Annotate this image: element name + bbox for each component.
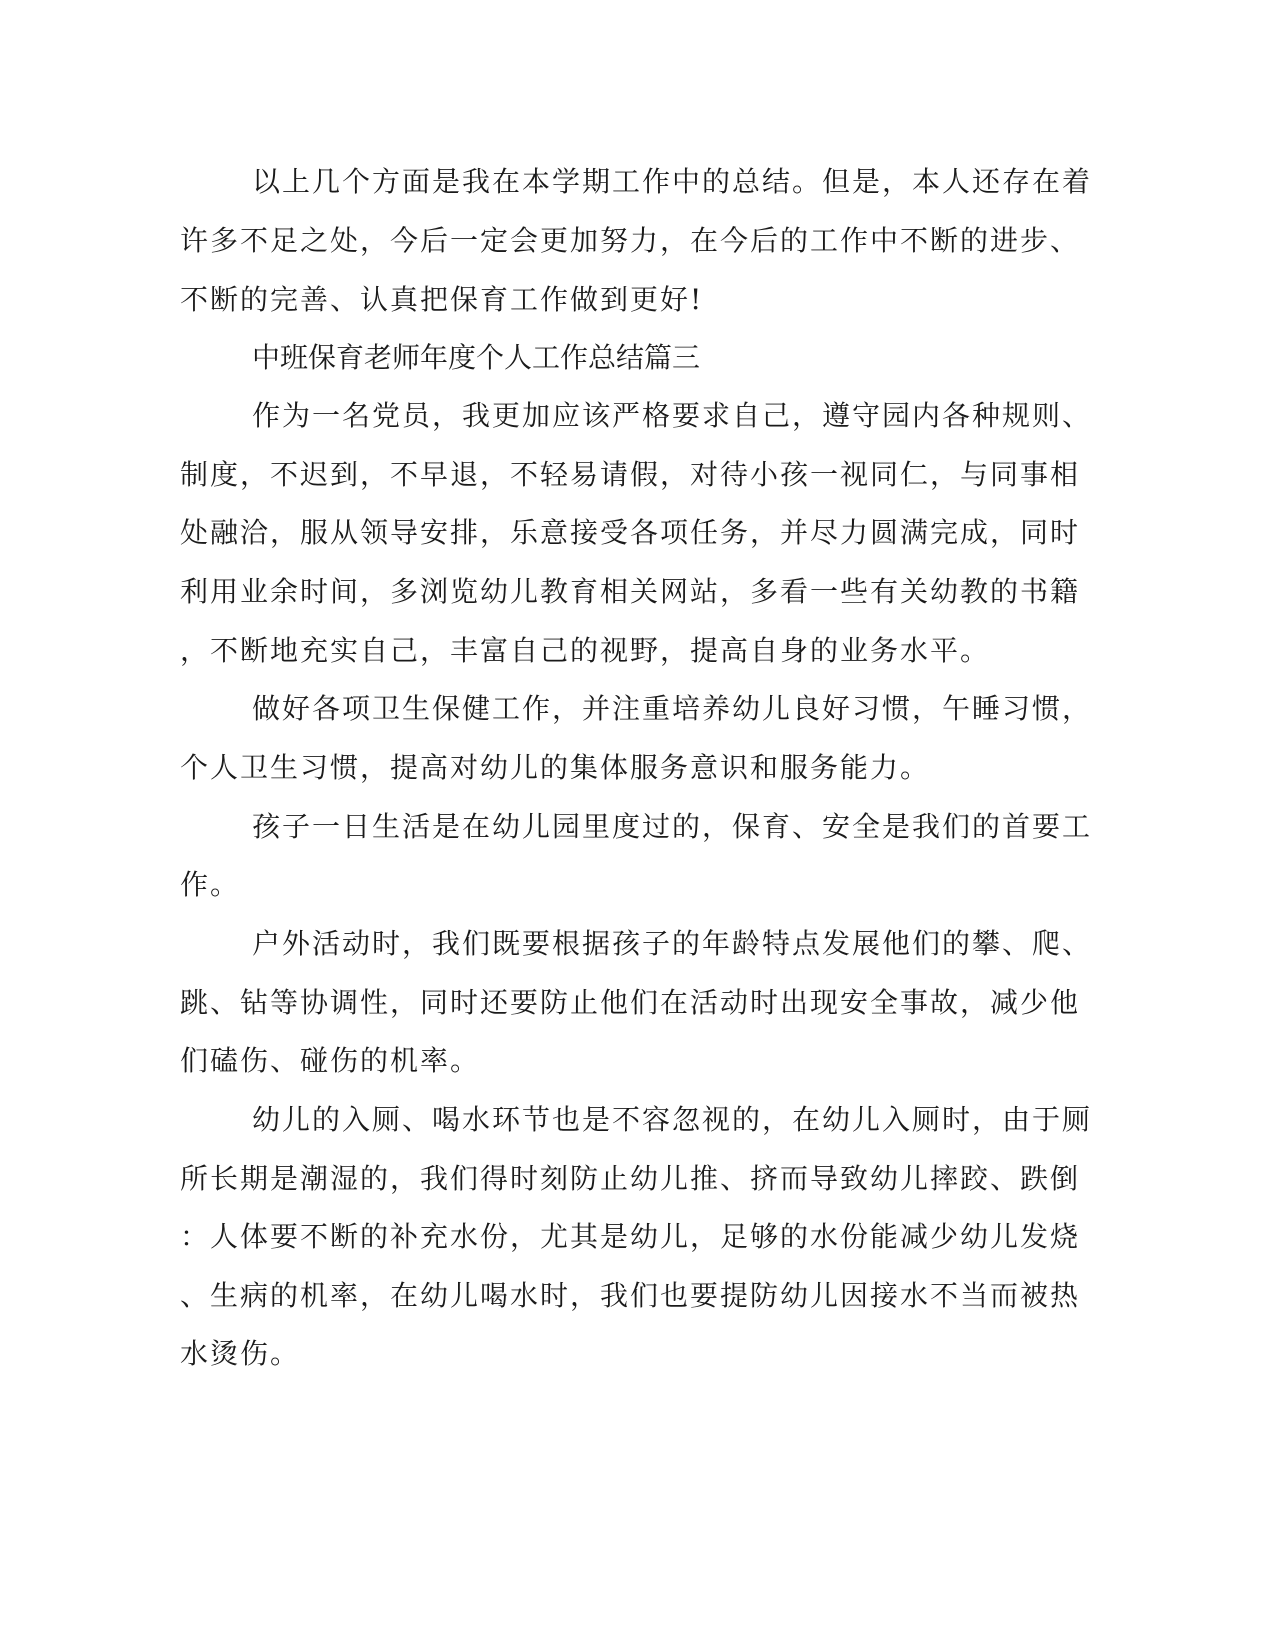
text-line: 许多不足之处，今后一定会更加努力，在今后的工作中不断的进步、 [180, 224, 1081, 257]
text-line: 孩子一日生活是在幼儿园里度过的，保育、安全是我们的首要工 [252, 810, 1093, 843]
text-line: 、生病的机率，在幼儿喝水时，我们也要提防幼儿因接水不当而被热 [180, 1279, 1081, 1312]
text-line: 们磕伤、碰伤的机率。 [180, 1044, 481, 1077]
text-line: 制度，不迟到，不早退，不轻易请假，对待小孩一视同仁，与同事相 [180, 458, 1081, 491]
text-line: 不断的完善、认真把保育工作做到更好! [180, 283, 704, 316]
text-line: 做好各项卫生保健工作，并注重培养幼儿良好习惯，午睡习惯， [252, 692, 1093, 725]
section-heading: 中班保育老师年度个人工作总结篇三 [252, 341, 701, 374]
text-line: 所长期是潮湿的，我们得时刻防止幼儿推、挤而导致幼儿摔跤、跌倒 [180, 1162, 1081, 1195]
text-line: 跳、钻等协调性，同时还要防止他们在活动时出现安全事故，减少他 [180, 986, 1081, 1019]
text-line: 以上几个方面是我在本学期工作中的总结。但是，本人还存在着 [252, 165, 1093, 198]
text-line: ，不断地充实自己，丰富自己的视野，提高自身的业务水平。 [180, 634, 991, 667]
text-line: 作为一名党员，我更加应该严格要求自己，遵守园内各种规则、 [252, 399, 1093, 432]
text-line: 水烫伤。 [180, 1337, 301, 1370]
text-line: ：人体要不断的补充水份，尤其是幼儿，足够的水份能减少幼儿发烧 [180, 1220, 1081, 1253]
text-line: 作。 [180, 868, 241, 901]
text-line: 幼儿的入厕、喝水环节也是不容忽视的，在幼儿入厕时，由于厕 [252, 1103, 1093, 1136]
text-line: 利用业余时间，多浏览幼儿教育相关网站，多看一些有关幼教的书籍 [180, 575, 1081, 608]
text-line: 户外活动时，我们既要根据孩子的年龄特点发展他们的攀、爬、 [252, 927, 1093, 960]
text-line: 个人卫生习惯，提高对幼儿的集体服务意识和服务能力。 [180, 751, 931, 784]
text-line: 处融洽，服从领导安排，乐意接受各项任务，并尽力圆满完成，同时 [180, 516, 1081, 549]
